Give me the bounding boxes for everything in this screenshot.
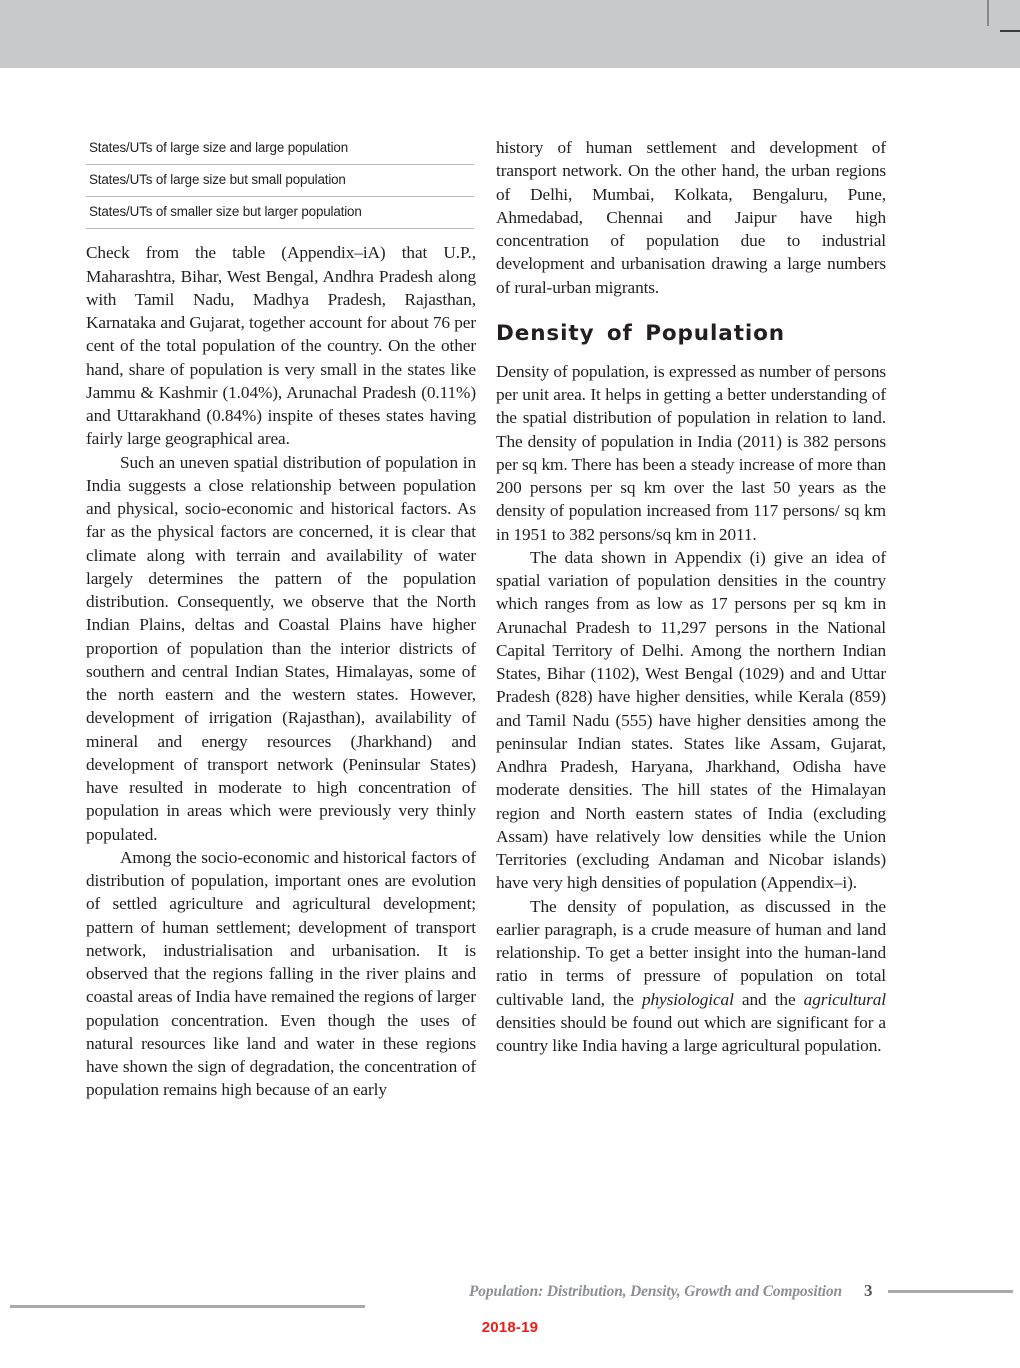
paragraph-crude-measure-part1: The density of population, as discussed in the earlier paragraph, is a crude measure of human and land relationship. To get a better insight into the human-land ratio in terms of pressure of population on total cultivable land, the — [496, 896, 886, 1009]
edition-year-mark: 2018-19 — [481, 1319, 539, 1336]
left-column — [86, 136, 476, 1102]
page-title: Density of Population — [496, 320, 786, 346]
paragraph-check-from-table: Check from the table (Appendix–iA) that U.P., Maharashtra, Bihar, West Bengal, Andhra Pradesh along with Tamil Nadu, Madhya Pradesh, Rajasthan, Karnataka and Gujarat, together account for about 76 per cent of the total population of the country. On the other hand, share of population is very small in the states like Jammu & Kashmir (1.04%), Arunachal Pradesh (0.11%) and Uttarakhand (0.84%) inspite of theses states having fairly large geographical area. — [86, 243, 476, 449]
paragraph-crude-measure — [496, 895, 886, 1058]
crop-mark-horizontal — [1000, 30, 1020, 32]
paragraph-crude-measure-part2: and the — [733, 989, 804, 1009]
page-content — [0, 68, 1020, 1368]
table-row: States/UTs of smaller size but larger population — [86, 197, 474, 229]
footer-running-title: Population: Distribution, Density, Growth and Composition — [468, 1283, 842, 1300]
footer-rule-right — [888, 1290, 1013, 1293]
scan-header-band — [0, 0, 1020, 68]
crop-mark-vertical — [987, 0, 989, 26]
paragraph-crude-measure-part3: densities should be found out which are significant for a country like India having a large agricultural population. — [496, 1012, 886, 1055]
paragraph-continued-history: history of human settlement and development of transport network. On the other hand, the urban regions of Delhi, Mumbai, Kolkata, Bengaluru, Pune, Ahmedabad, Chennai and Jaipur have high concentration of population due to industrial development and urbanisation drawing a large numbers of rural-urban migrants. — [496, 138, 886, 297]
table-row: States/UTs of large size and large population — [86, 136, 474, 165]
page-footer — [0, 1243, 1020, 1303]
paragraph-density-definition: Density of population, is expressed as number of persons per unit area. It helps in getting a better understanding of the spatial distribution of population in relation to land. The density of population in India (2011) is 382 persons per sq km. There has been a steady increase of more than 200 persons per sq km over the last 50 years as the density of population increased from 117 persons/ sq km in 1951 to 382 persons/sq km in 2011. — [496, 361, 886, 544]
paragraph-appendix-data: The data shown in Appendix (i) give an idea of spatial variation of population densities in the country which ranges from as low as 17 persons per sq km in Arunachal Pradesh to 11,297 persons in the National Capital Territory of Delhi. Among the northern Indian States, Bihar (1102), West Bengal (1029) and and Uttar Pradesh (828) have higher densities, while Kerala (859) and Tamil Nadu (555) have higher densities among the peninsular Indian states. States like Assam, Gujarat, Andhra Pradesh, Haryana, Jharkhand, Odisha have moderate densities. The hill states of the Himalayan region and North eastern states of India (excluding Assam) have relatively low densities while the Union Territories (excluding Andaman and Nicobar islands) have very high densities of population (Appendix–i). — [496, 547, 886, 893]
table-row: States/UTs of large size but small population — [86, 165, 474, 197]
page-number: 3 — [864, 1281, 873, 1300]
term-agricultural: agricultural — [803, 989, 887, 1009]
category-table — [86, 136, 474, 229]
right-column — [496, 136, 886, 1057]
term-physiological: physiological — [641, 989, 734, 1009]
paragraph-uneven-distribution: Such an uneven spatial distribution of population in India suggests a close relationship between population and physical, socio-economic and historical factors. As far as the physical factors are concerned, it is clear that climate along with terrain and availability of water largely determines the pattern of the population distribution. Consequently, we observe that the North Indian Plains, deltas and Coastal Plains have higher proportion of population than the interior districts of southern and central Indian States, Himalayas, some of the north eastern and the western states. However, development of irrigation (Rajasthan), availability of mineral and energy resources (Jharkhand) and development of transport network (Peninsular States) have resulted in moderate to high concentration of population in areas which were previously very thinly populated. — [86, 452, 476, 844]
footer-rule-left — [10, 1305, 365, 1308]
paragraph-socio-economic-factors: Among the socio-economic and historical factors of distribution of population, important ones are evolution of settled agriculture and agricultural development; pattern of human settlement; development of transport network, industrialisation and urbanisation. It is observed that the regions falling in the river plains and coastal areas of India have remained the regions of larger population concentration. Even though the uses of natural resources like land and water in these regions have shown the sign of degradation, the concentration of population remains high because of an early — [86, 847, 476, 1100]
